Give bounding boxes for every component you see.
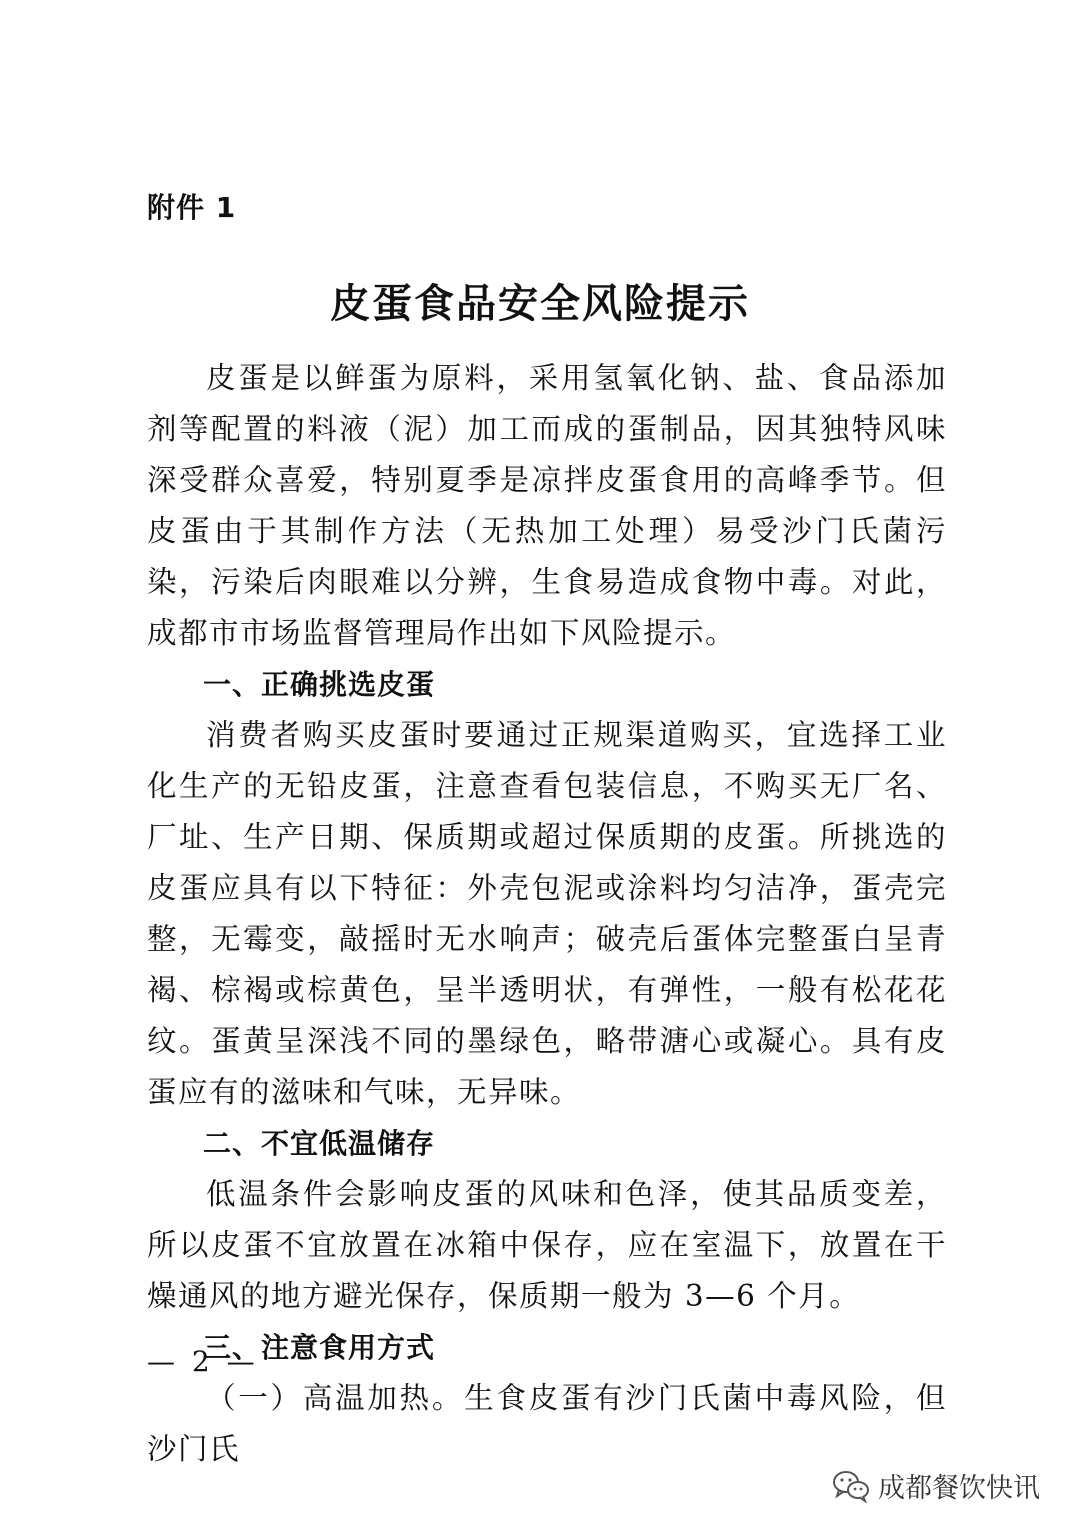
- section-heading-3: 三、注意食用方式: [203, 1331, 436, 1364]
- account-watermark: [832, 1466, 1040, 1505]
- section-heading-1: 一、正确挑选皮蛋: [203, 668, 436, 701]
- watermark-text: 成都餐饮快讯: [878, 1473, 1040, 1504]
- section-heading-2: 二、不宜低温储存: [203, 1127, 436, 1160]
- intro-paragraph: 皮蛋是以鲜蛋为原料，采用氢氧化钠、盐、食品添加剂等配置的料液（泥）加工而成的蛋制品，因其独特风味深受群众喜爱，特别夏季是凉拌皮蛋食用的高峰季节。但皮蛋由于其制作方法（无热加工处理）易受沙门氏菌污染，污染后肉眼难以分辨，生食易造成食物中毒。对此，成都市市场监督管理局作出如下风险提示。: [147, 361, 947, 650]
- section-paragraph-2: 低温条件会影响皮蛋的风味和色泽，使其品质变差，所以皮蛋不宜放置在冰箱中保存，应在室温下，放置在干燥通风的地方避光保存，保质期一般为 3—6 个月。: [147, 1177, 947, 1313]
- document-body: [147, 353, 947, 1475]
- section-paragraph-3: （一）高温加热。生食皮蛋有沙门氏菌中毒风险，但沙门氏: [147, 1381, 947, 1466]
- attachment-label: 附件 1: [147, 191, 237, 224]
- page-number: — 2 —: [147, 1345, 259, 1378]
- document-title: 皮蛋食品安全风险提示: [330, 280, 750, 327]
- section-paragraph-1: 消费者购买皮蛋时要通过正规渠道购买，宜选择工业化生产的无铅皮蛋，注意查看包装信息，不购买无厂名、厂址、生产日期、保质期或超过保质期的皮蛋。所挑选的皮蛋应具有以下特征：外壳包泥或涂料均匀洁净，蛋壳完整，无霉变，敲摇时无水响声；破壳后蛋体完整蛋白呈青褐、棕褐或棕黄色，呈半透明状，有弹性，一般有松花花纹。蛋黄呈深浅不同的墨绿色，略带溏心或凝心。具有皮蛋应有的滋味和气味，无异味。: [147, 718, 947, 1109]
- wechat-icon: [832, 1469, 870, 1503]
